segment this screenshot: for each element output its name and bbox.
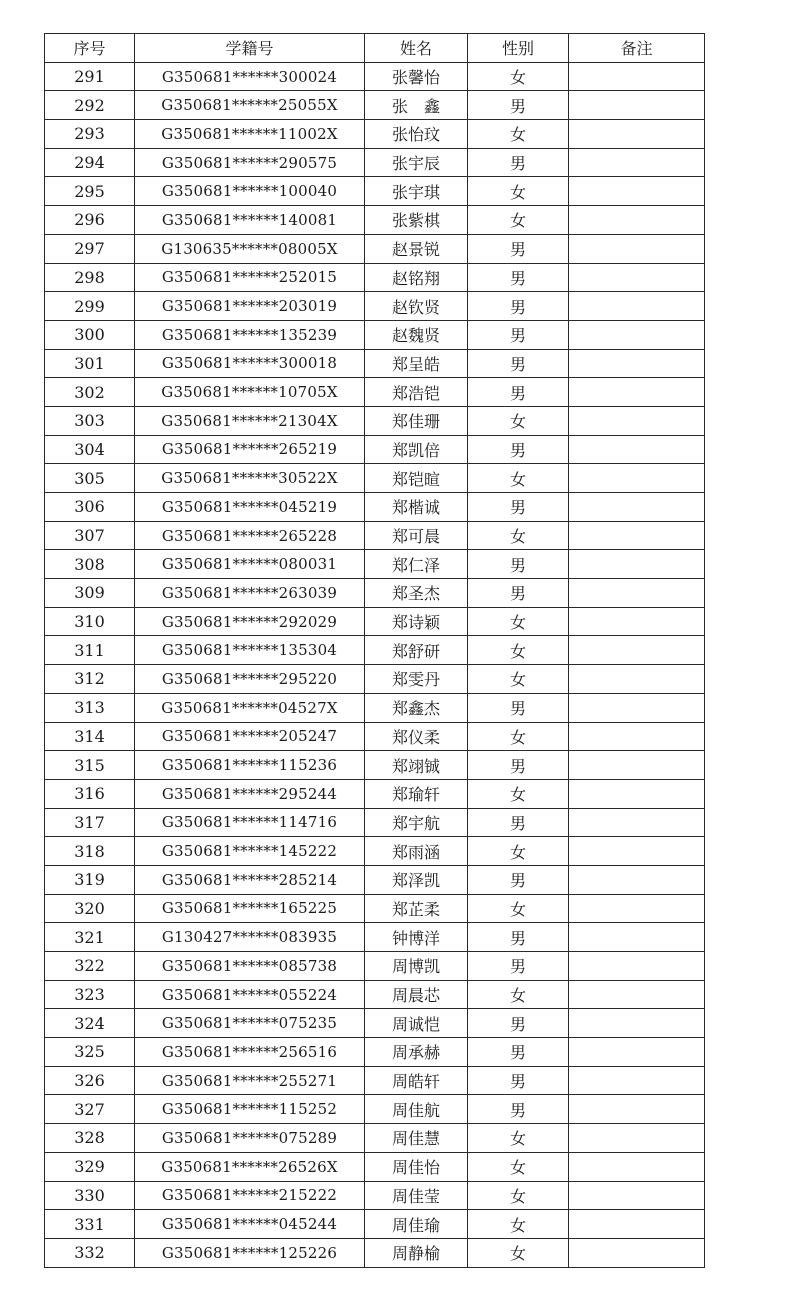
table-row [45, 1181, 705, 1210]
student-id-cell: G350681******205247 [135, 722, 365, 751]
name-cell: 郑鑫杰 [365, 693, 468, 722]
remarks-cell [569, 120, 705, 149]
name-cell: 郑泽凯 [365, 865, 468, 894]
serial-cell: 323 [45, 980, 135, 1009]
remarks-cell [569, 406, 705, 435]
remarks-cell [569, 435, 705, 464]
header-student-id: 学籍号 [135, 34, 365, 63]
name-cell: 郑宇航 [365, 808, 468, 837]
remarks-cell [569, 378, 705, 407]
serial-cell: 332 [45, 1238, 135, 1267]
remarks-cell [569, 665, 705, 694]
gender-cell: 男 [468, 263, 569, 292]
table-row [45, 693, 705, 722]
table-row [45, 1210, 705, 1239]
name-cell: 郑芷柔 [365, 894, 468, 923]
remarks-cell [569, 234, 705, 263]
remarks-cell [569, 148, 705, 177]
remarks-cell [569, 292, 705, 321]
name-cell: 周佳慧 [365, 1124, 468, 1153]
student-id-cell: G350681******165225 [135, 894, 365, 923]
name-cell: 郑佳珊 [365, 406, 468, 435]
student-id-cell: G350681******075235 [135, 1009, 365, 1038]
header-gender: 性别 [468, 34, 569, 63]
table-row [45, 952, 705, 981]
gender-cell: 女 [468, 837, 569, 866]
remarks-cell [569, 206, 705, 235]
serial-cell: 322 [45, 952, 135, 981]
table-row [45, 464, 705, 493]
gender-cell: 女 [468, 636, 569, 665]
student-id-cell: G350681******292029 [135, 607, 365, 636]
student-id-cell: G350681******25055X [135, 91, 365, 120]
remarks-cell [569, 722, 705, 751]
serial-cell: 331 [45, 1210, 135, 1239]
remarks-cell [569, 952, 705, 981]
table-body [45, 62, 705, 1267]
table-row [45, 550, 705, 579]
table-header-row [45, 34, 705, 63]
gender-cell: 男 [468, 923, 569, 952]
table-row [45, 1038, 705, 1067]
student-id-cell: G350681******21304X [135, 406, 365, 435]
student-id-cell: G350681******045219 [135, 493, 365, 522]
gender-cell: 女 [468, 177, 569, 206]
serial-cell: 294 [45, 148, 135, 177]
name-cell: 周皓轩 [365, 1066, 468, 1095]
gender-cell: 女 [468, 1210, 569, 1239]
name-cell: 郑仁泽 [365, 550, 468, 579]
serial-cell: 298 [45, 263, 135, 292]
student-id-cell: G350681******04527X [135, 693, 365, 722]
name-cell: 周晨芯 [365, 980, 468, 1009]
serial-cell: 292 [45, 91, 135, 120]
name-cell: 赵景锐 [365, 234, 468, 263]
table-row [45, 234, 705, 263]
name-cell: 赵钦贤 [365, 292, 468, 321]
name-cell: 张馨怡 [365, 62, 468, 91]
gender-cell: 女 [468, 406, 569, 435]
remarks-cell [569, 980, 705, 1009]
student-id-cell: G350681******255271 [135, 1066, 365, 1095]
remarks-cell [569, 91, 705, 120]
name-cell: 郑铠暄 [365, 464, 468, 493]
gender-cell: 男 [468, 435, 569, 464]
name-cell: 张宇辰 [365, 148, 468, 177]
student-id-cell: G350681******295244 [135, 779, 365, 808]
table-row [45, 435, 705, 464]
gender-cell: 男 [468, 1038, 569, 1067]
table-row [45, 894, 705, 923]
gender-cell: 男 [468, 1095, 569, 1124]
name-cell: 周佳航 [365, 1095, 468, 1124]
table-row [45, 91, 705, 120]
student-id-cell: G350681******135304 [135, 636, 365, 665]
name-cell: 郑雨涵 [365, 837, 468, 866]
serial-cell: 317 [45, 808, 135, 837]
table-row [45, 808, 705, 837]
serial-cell: 320 [45, 894, 135, 923]
student-id-cell: G350681******203019 [135, 292, 365, 321]
serial-cell: 306 [45, 493, 135, 522]
student-id-cell: G350681******114716 [135, 808, 365, 837]
serial-cell: 326 [45, 1066, 135, 1095]
remarks-cell [569, 177, 705, 206]
student-id-cell: G350681******075289 [135, 1124, 365, 1153]
student-id-cell: G350681******252015 [135, 263, 365, 292]
remarks-cell [569, 808, 705, 837]
name-cell: 郑楷诚 [365, 493, 468, 522]
gender-cell: 女 [468, 779, 569, 808]
serial-cell: 297 [45, 234, 135, 263]
name-cell: 周佳怡 [365, 1152, 468, 1181]
student-id-cell: G350681******265228 [135, 521, 365, 550]
remarks-cell [569, 62, 705, 91]
gender-cell: 男 [468, 693, 569, 722]
student-id-cell: G350681******215222 [135, 1181, 365, 1210]
remarks-cell [569, 751, 705, 780]
table-row [45, 292, 705, 321]
table-row [45, 722, 705, 751]
student-id-cell: G350681******263039 [135, 579, 365, 608]
gender-cell: 男 [468, 292, 569, 321]
name-cell: 周佳瑜 [365, 1210, 468, 1239]
gender-cell: 女 [468, 464, 569, 493]
remarks-cell [569, 1095, 705, 1124]
remarks-cell [569, 263, 705, 292]
student-id-cell: G350681******115236 [135, 751, 365, 780]
name-cell: 周博凯 [365, 952, 468, 981]
table-row [45, 1152, 705, 1181]
student-id-cell: G350681******300018 [135, 349, 365, 378]
remarks-cell [569, 1038, 705, 1067]
gender-cell: 女 [468, 120, 569, 149]
table-row [45, 1009, 705, 1038]
student-id-cell: G350681******256516 [135, 1038, 365, 1067]
name-cell: 张 鑫 [365, 91, 468, 120]
serial-cell: 291 [45, 62, 135, 91]
name-cell: 郑舒研 [365, 636, 468, 665]
header-name: 姓名 [365, 34, 468, 63]
gender-cell: 女 [468, 206, 569, 235]
table-row [45, 1095, 705, 1124]
gender-cell: 男 [468, 320, 569, 349]
student-id-cell: G350681******085738 [135, 952, 365, 981]
name-cell: 郑浩铠 [365, 378, 468, 407]
gender-cell: 女 [468, 607, 569, 636]
gender-cell: 男 [468, 550, 569, 579]
name-cell: 郑瑜轩 [365, 779, 468, 808]
student-id-cell: G350681******125226 [135, 1238, 365, 1267]
gender-cell: 男 [468, 751, 569, 780]
table-row [45, 406, 705, 435]
gender-cell: 女 [468, 1238, 569, 1267]
table-row [45, 120, 705, 149]
serial-cell: 319 [45, 865, 135, 894]
table-row [45, 263, 705, 292]
remarks-cell [569, 1152, 705, 1181]
gender-cell: 男 [468, 808, 569, 837]
gender-cell: 男 [468, 952, 569, 981]
serial-cell: 321 [45, 923, 135, 952]
table-row [45, 148, 705, 177]
serial-cell: 327 [45, 1095, 135, 1124]
gender-cell: 女 [468, 1181, 569, 1210]
student-id-cell: G350681******285214 [135, 865, 365, 894]
name-cell: 周佳莹 [365, 1181, 468, 1210]
serial-cell: 310 [45, 607, 135, 636]
remarks-cell [569, 607, 705, 636]
student-id-cell: G350681******115252 [135, 1095, 365, 1124]
serial-cell: 316 [45, 779, 135, 808]
remarks-cell [569, 349, 705, 378]
student-id-cell: G350681******10705X [135, 378, 365, 407]
table-row [45, 751, 705, 780]
gender-cell: 男 [468, 234, 569, 263]
remarks-cell [569, 521, 705, 550]
serial-cell: 330 [45, 1181, 135, 1210]
name-cell: 周诚恺 [365, 1009, 468, 1038]
student-id-cell: G350681******30522X [135, 464, 365, 493]
student-id-cell: G130635******08005X [135, 234, 365, 263]
name-cell: 郑呈皓 [365, 349, 468, 378]
gender-cell: 男 [468, 493, 569, 522]
remarks-cell [569, 320, 705, 349]
table-row [45, 980, 705, 1009]
name-cell: 张紫棋 [365, 206, 468, 235]
serial-cell: 307 [45, 521, 135, 550]
serial-cell: 301 [45, 349, 135, 378]
table-row [45, 62, 705, 91]
gender-cell: 女 [468, 521, 569, 550]
gender-cell: 女 [468, 62, 569, 91]
table-row [45, 378, 705, 407]
student-id-cell: G350681******100040 [135, 177, 365, 206]
table-row [45, 493, 705, 522]
table-row [45, 579, 705, 608]
table-row [45, 349, 705, 378]
serial-cell: 324 [45, 1009, 135, 1038]
student-id-cell: G350681******290575 [135, 148, 365, 177]
table-row [45, 865, 705, 894]
student-id-cell: G350681******145222 [135, 837, 365, 866]
remarks-cell [569, 779, 705, 808]
student-id-cell: G350681******045244 [135, 1210, 365, 1239]
serial-cell: 300 [45, 320, 135, 349]
gender-cell: 男 [468, 1009, 569, 1038]
name-cell: 钟博洋 [365, 923, 468, 952]
table-row [45, 779, 705, 808]
serial-cell: 325 [45, 1038, 135, 1067]
remarks-cell [569, 1238, 705, 1267]
remarks-cell [569, 636, 705, 665]
gender-cell: 男 [468, 349, 569, 378]
student-id-cell: G350681******265219 [135, 435, 365, 464]
name-cell: 郑仪柔 [365, 722, 468, 751]
serial-cell: 308 [45, 550, 135, 579]
table-row [45, 1124, 705, 1153]
remarks-cell [569, 923, 705, 952]
table-row [45, 607, 705, 636]
name-cell: 赵魏贤 [365, 320, 468, 349]
serial-cell: 299 [45, 292, 135, 321]
header-serial-number: 序号 [45, 34, 135, 63]
name-cell: 周静榆 [365, 1238, 468, 1267]
gender-cell: 女 [468, 980, 569, 1009]
name-cell: 郑雯丹 [365, 665, 468, 694]
student-id-cell: G350681******140081 [135, 206, 365, 235]
student-id-cell: G350681******295220 [135, 665, 365, 694]
gender-cell: 男 [468, 579, 569, 608]
student-roster-table [44, 33, 705, 1268]
table-row [45, 923, 705, 952]
serial-cell: 302 [45, 378, 135, 407]
table-row [45, 320, 705, 349]
gender-cell: 男 [468, 378, 569, 407]
serial-cell: 328 [45, 1124, 135, 1153]
remarks-cell [569, 1181, 705, 1210]
gender-cell: 男 [468, 148, 569, 177]
serial-cell: 312 [45, 665, 135, 694]
table-row [45, 636, 705, 665]
serial-cell: 314 [45, 722, 135, 751]
serial-cell: 305 [45, 464, 135, 493]
student-id-cell: G130427******083935 [135, 923, 365, 952]
serial-cell: 329 [45, 1152, 135, 1181]
serial-cell: 318 [45, 837, 135, 866]
name-cell: 郑可晨 [365, 521, 468, 550]
gender-cell: 女 [468, 665, 569, 694]
remarks-cell [569, 1210, 705, 1239]
table-row [45, 1238, 705, 1267]
serial-cell: 295 [45, 177, 135, 206]
remarks-cell [569, 493, 705, 522]
remarks-cell [569, 1124, 705, 1153]
gender-cell: 男 [468, 91, 569, 120]
serial-cell: 304 [45, 435, 135, 464]
table-row [45, 521, 705, 550]
student-id-cell: G350681******26526X [135, 1152, 365, 1181]
header-remarks: 备注 [569, 34, 705, 63]
remarks-cell [569, 865, 705, 894]
name-cell: 郑圣杰 [365, 579, 468, 608]
gender-cell: 男 [468, 865, 569, 894]
serial-cell: 309 [45, 579, 135, 608]
serial-cell: 313 [45, 693, 135, 722]
gender-cell: 男 [468, 1066, 569, 1095]
table-row [45, 1066, 705, 1095]
remarks-cell [569, 693, 705, 722]
name-cell: 张宇琪 [365, 177, 468, 206]
name-cell: 郑凯倍 [365, 435, 468, 464]
name-cell: 张怡玟 [365, 120, 468, 149]
gender-cell: 女 [468, 894, 569, 923]
table-row [45, 665, 705, 694]
table-row [45, 837, 705, 866]
serial-cell: 311 [45, 636, 135, 665]
remarks-cell [569, 550, 705, 579]
table-row [45, 206, 705, 235]
remarks-cell [569, 1009, 705, 1038]
remarks-cell [569, 837, 705, 866]
student-id-cell: G350681******055224 [135, 980, 365, 1009]
serial-cell: 293 [45, 120, 135, 149]
name-cell: 周承赫 [365, 1038, 468, 1067]
name-cell: 赵铭翔 [365, 263, 468, 292]
gender-cell: 女 [468, 1152, 569, 1181]
table-row [45, 177, 705, 206]
serial-cell: 315 [45, 751, 135, 780]
remarks-cell [569, 464, 705, 493]
serial-cell: 296 [45, 206, 135, 235]
student-id-cell: G350681******300024 [135, 62, 365, 91]
student-id-cell: G350681******135239 [135, 320, 365, 349]
student-id-cell: G350681******080031 [135, 550, 365, 579]
name-cell: 郑诗颖 [365, 607, 468, 636]
remarks-cell [569, 579, 705, 608]
remarks-cell [569, 894, 705, 923]
serial-cell: 303 [45, 406, 135, 435]
gender-cell: 女 [468, 722, 569, 751]
remarks-cell [569, 1066, 705, 1095]
student-id-cell: G350681******11002X [135, 120, 365, 149]
gender-cell: 女 [468, 1124, 569, 1153]
name-cell: 郑翊铖 [365, 751, 468, 780]
